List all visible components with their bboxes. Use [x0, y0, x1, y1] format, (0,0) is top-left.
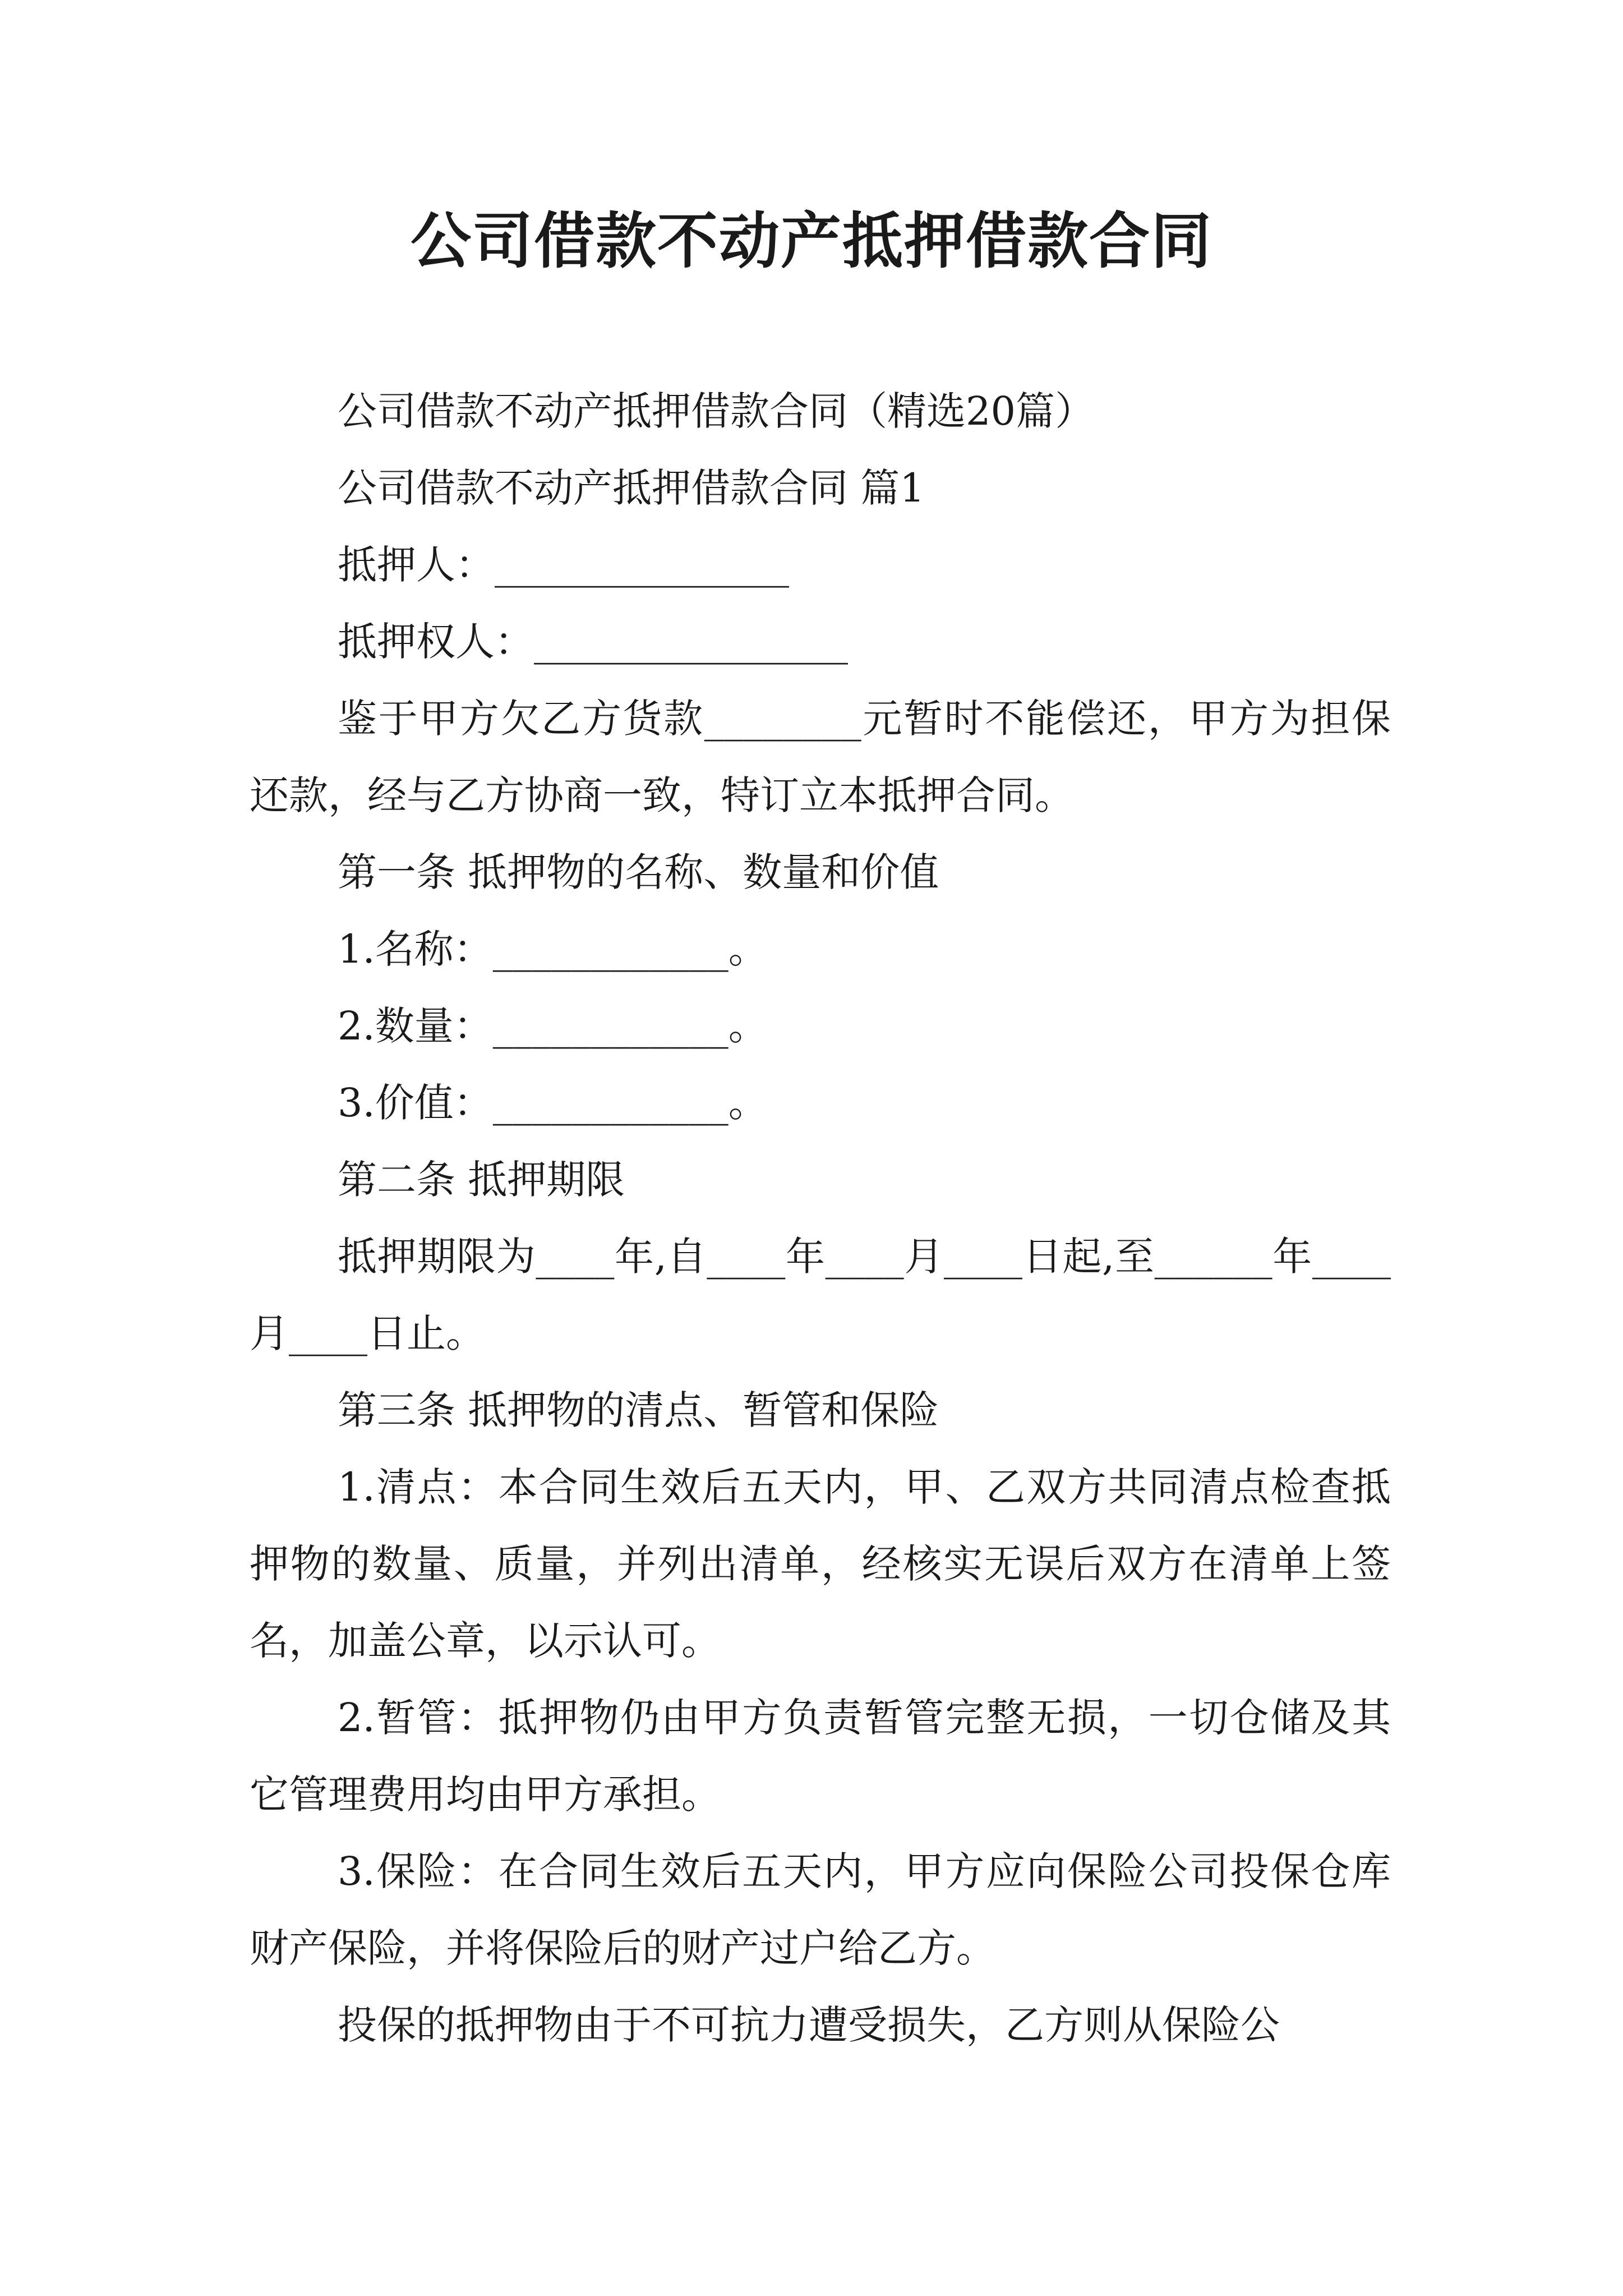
- paragraph-clause-2-term: 抵押期限为____年,自____年____月____日起,至______年____月____日止。: [250, 1234, 1391, 1356]
- paragraph-clause-1-heading: 第一条 抵押物的名称、数量和价值: [338, 849, 939, 895]
- paragraph-mortgagee: 抵押权人：________________: [338, 619, 848, 665]
- paragraph-clause-3-force-majeure: 投保的抵押物由于不可抗力遭受损失，乙方则从保险公: [338, 2002, 1280, 2048]
- paragraph-clause-2-heading: 第二条 抵押期限: [338, 1157, 625, 1203]
- paragraph-preamble: 鉴于甲方欠乙方货款________元暂时不能偿还，甲方为担保还款，经与乙方协商一致，特订立本抵押合同。: [250, 696, 1391, 818]
- paragraph-clause-1-name: 1.名称：____________。: [338, 926, 768, 972]
- paragraph-collection-title: 公司借款不动产抵押借款合同（精选20篇）: [338, 388, 1095, 434]
- paragraph-clause-1-quantity: 2.数量：____________。: [338, 1003, 768, 1049]
- paragraph-clause-3-inventory: 1.清点：本合同生效后五天内，甲、乙双方共同清点检查抵押物的数量、质量，并列出清单，经核实无误后双方在清单上签名，加盖公章，以示认可。: [250, 1464, 1391, 1664]
- paragraph-clause-3-custody: 2.暂管：抵押物仍由甲方负责暂管完整无损，一切仓储及其它管理费用均由甲方承担。: [250, 1695, 1391, 1818]
- paragraph-clause-3-insurance: 3.保险：在合同生效后五天内，甲方应向保险公司投保仓库财产保险，并将保险后的财产过户给乙方。: [250, 1848, 1391, 1971]
- document-body: [250, 373, 1391, 2064]
- document-title: 公司借款不动产抵押借款合同: [410, 206, 1212, 277]
- paragraph-clause-1-value: 3.价值：____________。: [338, 1080, 768, 1126]
- paragraph-clause-3-heading: 第三条 抵押物的清点、暂管和保险: [338, 1387, 939, 1433]
- paragraph-article-heading: 公司借款不动产抵押借款合同 篇1: [338, 465, 925, 511]
- paragraph-mortgagor: 抵押人：_______________: [338, 542, 789, 588]
